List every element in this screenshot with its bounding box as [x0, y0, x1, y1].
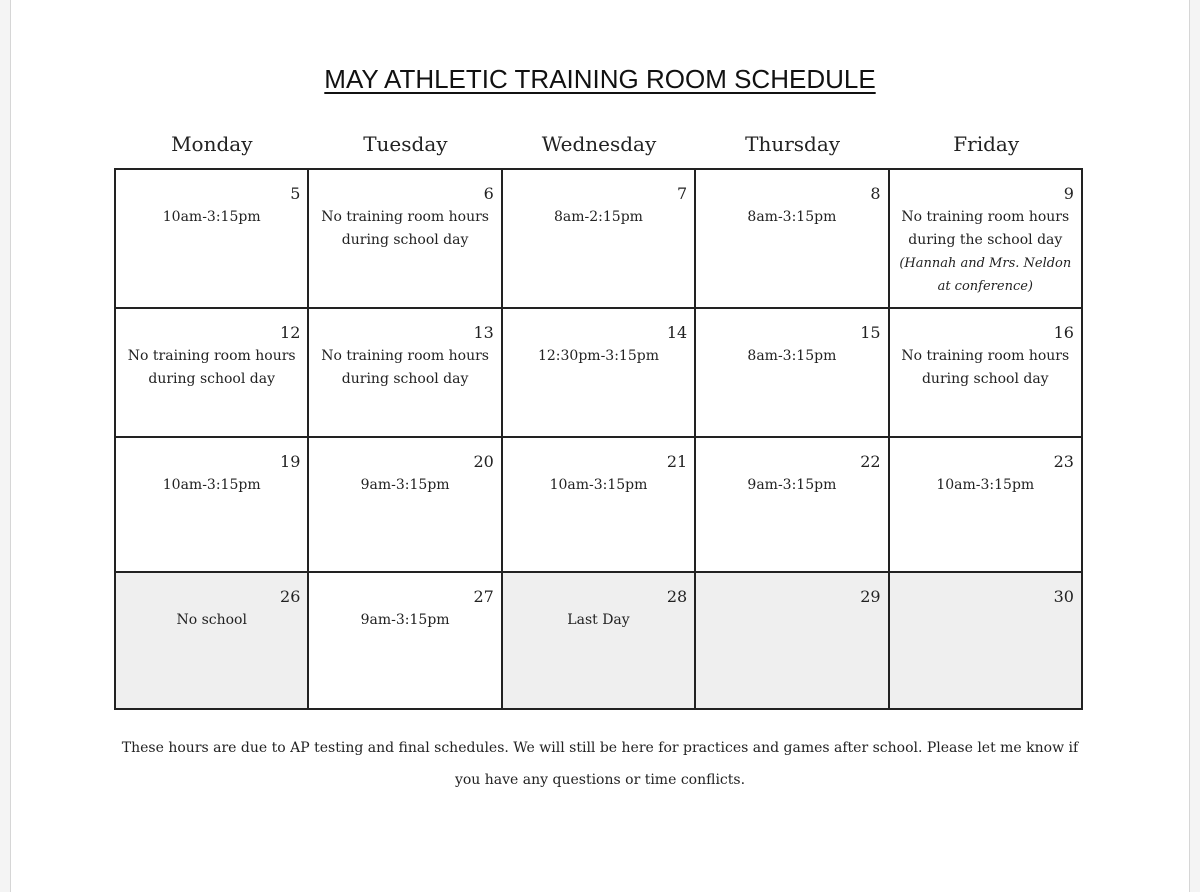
calendar-cell — [696, 309, 889, 438]
date-number: 28 — [666, 587, 688, 606]
cell-hours: 9am-3:15pm — [360, 612, 450, 628]
cell-hours: No training room hours during school day — [127, 348, 296, 387]
calendar-cell — [309, 170, 502, 309]
date-number: 14 — [666, 323, 688, 342]
date-number: 21 — [666, 452, 688, 471]
calendar-cell — [503, 573, 696, 710]
date-number: 27 — [473, 587, 494, 606]
cell-hours-with-note — [896, 206, 1075, 298]
calendar-week — [116, 309, 1083, 438]
date-number: 29 — [860, 587, 881, 606]
cell-note: (Hannah and Mrs. Neldon at conference) — [899, 256, 1072, 294]
date-number: 7 — [677, 184, 688, 203]
cell-hours: Last Day — [567, 612, 630, 628]
cell-hours: No training room hours during school day — [901, 348, 1070, 387]
cell-hours: No training room hours during the school day — [901, 209, 1070, 248]
date-number: 20 — [473, 452, 494, 471]
cell-hours: 10am-3:15pm — [162, 209, 261, 225]
cell-hours: 8am-2:15pm — [554, 209, 643, 225]
calendar-cell — [503, 309, 696, 438]
calendar-week — [116, 438, 1083, 573]
calendar-cell — [696, 573, 889, 710]
page-edge-left — [0, 0, 11, 892]
calendar-cell — [890, 573, 1083, 710]
calendar-cell — [116, 438, 309, 573]
day-headers — [115, 132, 1083, 156]
page-title: MAY ATHLETIC TRAINING ROOM SCHEDULE — [324, 64, 876, 94]
date-number: 6 — [483, 184, 494, 203]
cell-hours: 10am-3:15pm — [549, 477, 648, 493]
day-header-thursday: Thursday — [745, 132, 841, 156]
calendar-cell — [116, 170, 309, 309]
cell-hours: No school — [176, 612, 247, 628]
date-number: 9 — [1063, 184, 1074, 203]
calendar-cell — [309, 573, 502, 710]
date-number: 16 — [1053, 323, 1074, 342]
cell-hours: 9am-3:15pm — [360, 477, 450, 493]
calendar-cell — [116, 573, 309, 710]
date-number: 12 — [280, 323, 301, 342]
date-number: 23 — [1053, 452, 1074, 471]
day-header-tuesday: Tuesday — [363, 132, 448, 156]
cell-hours: 10am-3:15pm — [162, 477, 261, 493]
day-header-friday: Friday — [953, 132, 1020, 156]
calendar-week — [116, 170, 1083, 309]
date-number: 22 — [860, 452, 881, 471]
cell-hours: 12:30pm-3:15pm — [537, 348, 659, 364]
date-number: 13 — [473, 323, 494, 342]
calendar-cell — [309, 438, 502, 573]
cell-hours: 9am-3:15pm — [747, 477, 837, 493]
footer-note: These hours are due to AP testing and final schedules. We will still be here for practices and games after school. Please let me know if you have any questions or time conflicts. — [121, 740, 1079, 788]
calendar-cell — [696, 170, 889, 309]
calendar-cell — [890, 170, 1083, 309]
calendar-cell — [890, 309, 1083, 438]
date-number: 19 — [280, 452, 301, 471]
calendar-cell — [503, 438, 696, 573]
cell-hours: 8am-3:15pm — [747, 209, 837, 225]
calendar-cell — [696, 438, 889, 573]
page-edge-right — [1189, 0, 1200, 892]
calendar-grid — [114, 168, 1083, 710]
cell-hours: No training room hours during school day — [321, 209, 489, 248]
calendar-cell — [309, 309, 502, 438]
day-header-monday: Monday — [171, 132, 253, 156]
cell-hours: No training room hours during school day — [321, 348, 489, 387]
date-number: 5 — [290, 184, 301, 203]
cell-hours: 10am-3:15pm — [936, 477, 1035, 493]
calendar-cell — [890, 438, 1083, 573]
calendar-cell — [503, 170, 696, 309]
date-number: 26 — [280, 587, 301, 606]
date-number: 8 — [870, 184, 881, 203]
cell-hours: 8am-3:15pm — [747, 348, 837, 364]
date-number: 15 — [860, 323, 881, 342]
calendar-week — [116, 573, 1083, 710]
day-header-wednesday: Wednesday — [541, 132, 657, 156]
calendar-cell — [116, 309, 309, 438]
date-number: 30 — [1053, 587, 1074, 606]
